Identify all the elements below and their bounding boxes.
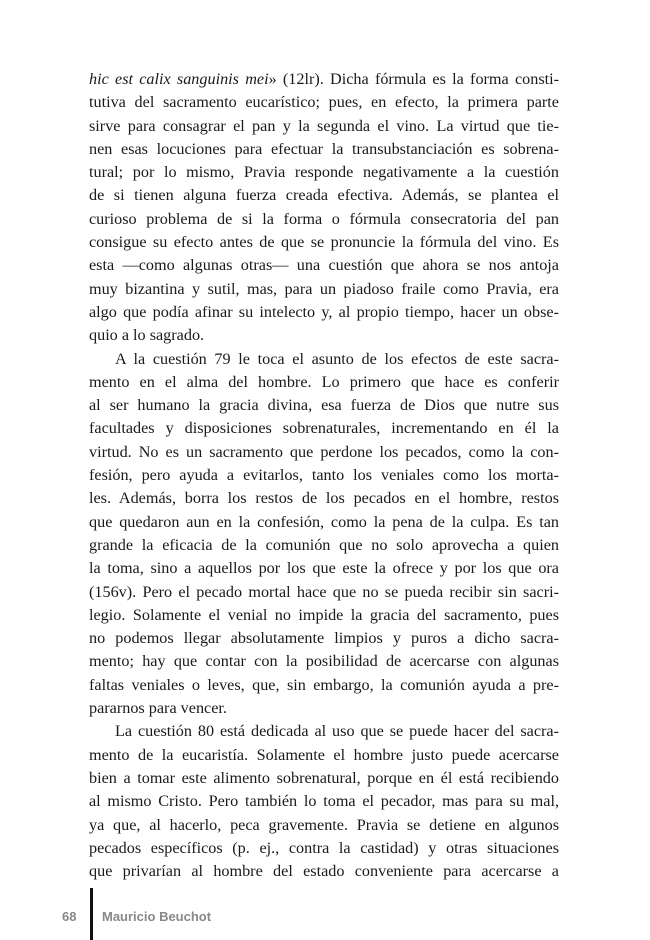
line-text: sirve para consagrar el pan y la segunda el vino. La virtud que tie- bbox=[89, 116, 559, 135]
line-text: A la cuestión 79 le toca el asunto de los efectos de este sacra- bbox=[115, 349, 559, 368]
text-line bbox=[89, 697, 559, 720]
text-line bbox=[89, 301, 559, 324]
text-line bbox=[89, 184, 559, 207]
page-number: 68 bbox=[62, 909, 77, 924]
line-text: pecados específicos (p. ej., contra la castidad) y otras situaciones bbox=[89, 838, 559, 857]
text-line bbox=[89, 371, 559, 394]
page-body-text bbox=[89, 68, 559, 883]
line-text: que privarían al hombre del estado conveniente para acercarse a bbox=[89, 862, 559, 881]
footer-rule bbox=[90, 888, 93, 940]
line-text: (156v). Pero el pecado mortal hace que no se pueda recibir sin sacri- bbox=[89, 582, 559, 601]
text-line bbox=[89, 324, 559, 347]
text-line bbox=[89, 417, 559, 440]
text-line bbox=[89, 208, 559, 231]
line-text: tutiva del sacramento eucarístico; pues, en efecto, la primera parte bbox=[89, 93, 559, 112]
line-text: al mismo Cristo. Pero también lo toma el pecador, mas para su mal, bbox=[89, 792, 559, 811]
text-line bbox=[89, 441, 559, 464]
text-line bbox=[89, 161, 559, 184]
line-text: la toma, sino a aquellos por los que este la ofrece y por los que ora bbox=[89, 559, 559, 578]
text-line bbox=[89, 581, 559, 604]
text-line bbox=[89, 860, 559, 883]
text-line bbox=[89, 138, 559, 161]
running-footer-author: Mauricio Beuchot bbox=[102, 909, 212, 924]
line-text: La cuestión 80 está dedicada al uso que se puede hacer del sacra- bbox=[115, 722, 559, 741]
text-line bbox=[89, 674, 559, 697]
text-line bbox=[89, 557, 559, 580]
line-text: al ser humano la gracia divina, esa fuerza de Dios que nutre sus bbox=[89, 396, 559, 415]
line-text: algo que podía afinar su intelecto y, al propio tiempo, hacer un obse- bbox=[89, 302, 559, 321]
text-line bbox=[89, 767, 559, 790]
text-line bbox=[89, 534, 559, 557]
text-line bbox=[89, 68, 559, 91]
text-line bbox=[89, 394, 559, 417]
text-line bbox=[89, 604, 559, 627]
line-text: curioso problema de si la forma o fórmula consecratoria del pan bbox=[89, 209, 559, 228]
line-text: esta —como algunas otras— una cuestión que ahora se nos antoja bbox=[89, 256, 559, 275]
line-text: mento en el alma del hombre. Lo primero que hace es conferir bbox=[89, 372, 559, 391]
text-line bbox=[89, 790, 559, 813]
text-line bbox=[89, 115, 559, 138]
line-text: facultades y disposiciones sobrenaturales, incrementando en él la bbox=[89, 419, 559, 438]
text-line bbox=[89, 487, 559, 510]
line-text: mento de la eucaristía. Solamente el hombre justo puede acercarse bbox=[89, 745, 559, 764]
line-text: que quedaron aun en la confesión, como la pena de la culpa. Es tan bbox=[89, 512, 559, 531]
line-text: quio a lo sagrado. bbox=[89, 326, 205, 345]
text-line bbox=[89, 464, 559, 487]
italic-quote: hic est calix sanguinis mei bbox=[89, 70, 269, 88]
line-text: tural; por lo mismo, Pravia responde negativamente a la cuestión bbox=[89, 163, 559, 182]
line-text: no podemos llegar absolutamente limpios y puros a dicho sacra- bbox=[89, 629, 559, 648]
text-line bbox=[89, 278, 559, 301]
line-text: les. Además, borra los restos de los pecados en el hombre, restos bbox=[89, 489, 559, 508]
text-line bbox=[89, 814, 559, 837]
line-text: virtud. No es un sacramento que perdone los pecados, como la con- bbox=[89, 442, 559, 461]
line-text: bien a tomar este alimento sobrenatural, porque en él está recibiendo bbox=[89, 768, 559, 787]
line-text: legio. Solamente el venial no impide la gracia del sacramento, pues bbox=[89, 605, 559, 624]
text-line bbox=[89, 91, 559, 114]
line-text: grande la eficacia de la comunión que no solo aprovecha a quien bbox=[89, 535, 559, 554]
text-line bbox=[89, 254, 559, 277]
text-line bbox=[89, 837, 559, 860]
line-text: nen esas locuciones para efectuar la transubstanciación es sobrena- bbox=[89, 139, 559, 158]
line-text: » (12lr). Dicha fórmula es la forma consti- bbox=[268, 70, 559, 88]
line-text: pararnos para vencer. bbox=[89, 699, 227, 718]
text-line bbox=[89, 744, 559, 767]
text-line bbox=[89, 650, 559, 673]
line-text: fesión, pero ayuda a evitarlos, tanto los veniales como los morta- bbox=[89, 466, 559, 485]
line-text: consigue su efecto antes de que se pronuncie la fórmula del vino. Es bbox=[89, 233, 559, 252]
line-text: ya que, al hacerlo, peca gravemente. Pravia se detiene en algunos bbox=[89, 815, 559, 834]
line-text: muy bizantina y sutil, mas, para un piadoso fraile como Pravia, era bbox=[89, 279, 559, 298]
text-line bbox=[89, 511, 559, 534]
line-text: faltas veniales o leves, que, sin embargo, la comunión ayuda a pre- bbox=[89, 675, 559, 694]
text-line bbox=[89, 720, 559, 743]
text-line bbox=[89, 348, 559, 371]
text-line bbox=[89, 231, 559, 254]
text-line bbox=[89, 627, 559, 650]
line-text: de si tienen alguna fuerza creada efectiva. Además, se plantea el bbox=[89, 186, 559, 205]
line-text: mento; hay que contar con la posibilidad de acercarse con algunas bbox=[89, 652, 559, 671]
